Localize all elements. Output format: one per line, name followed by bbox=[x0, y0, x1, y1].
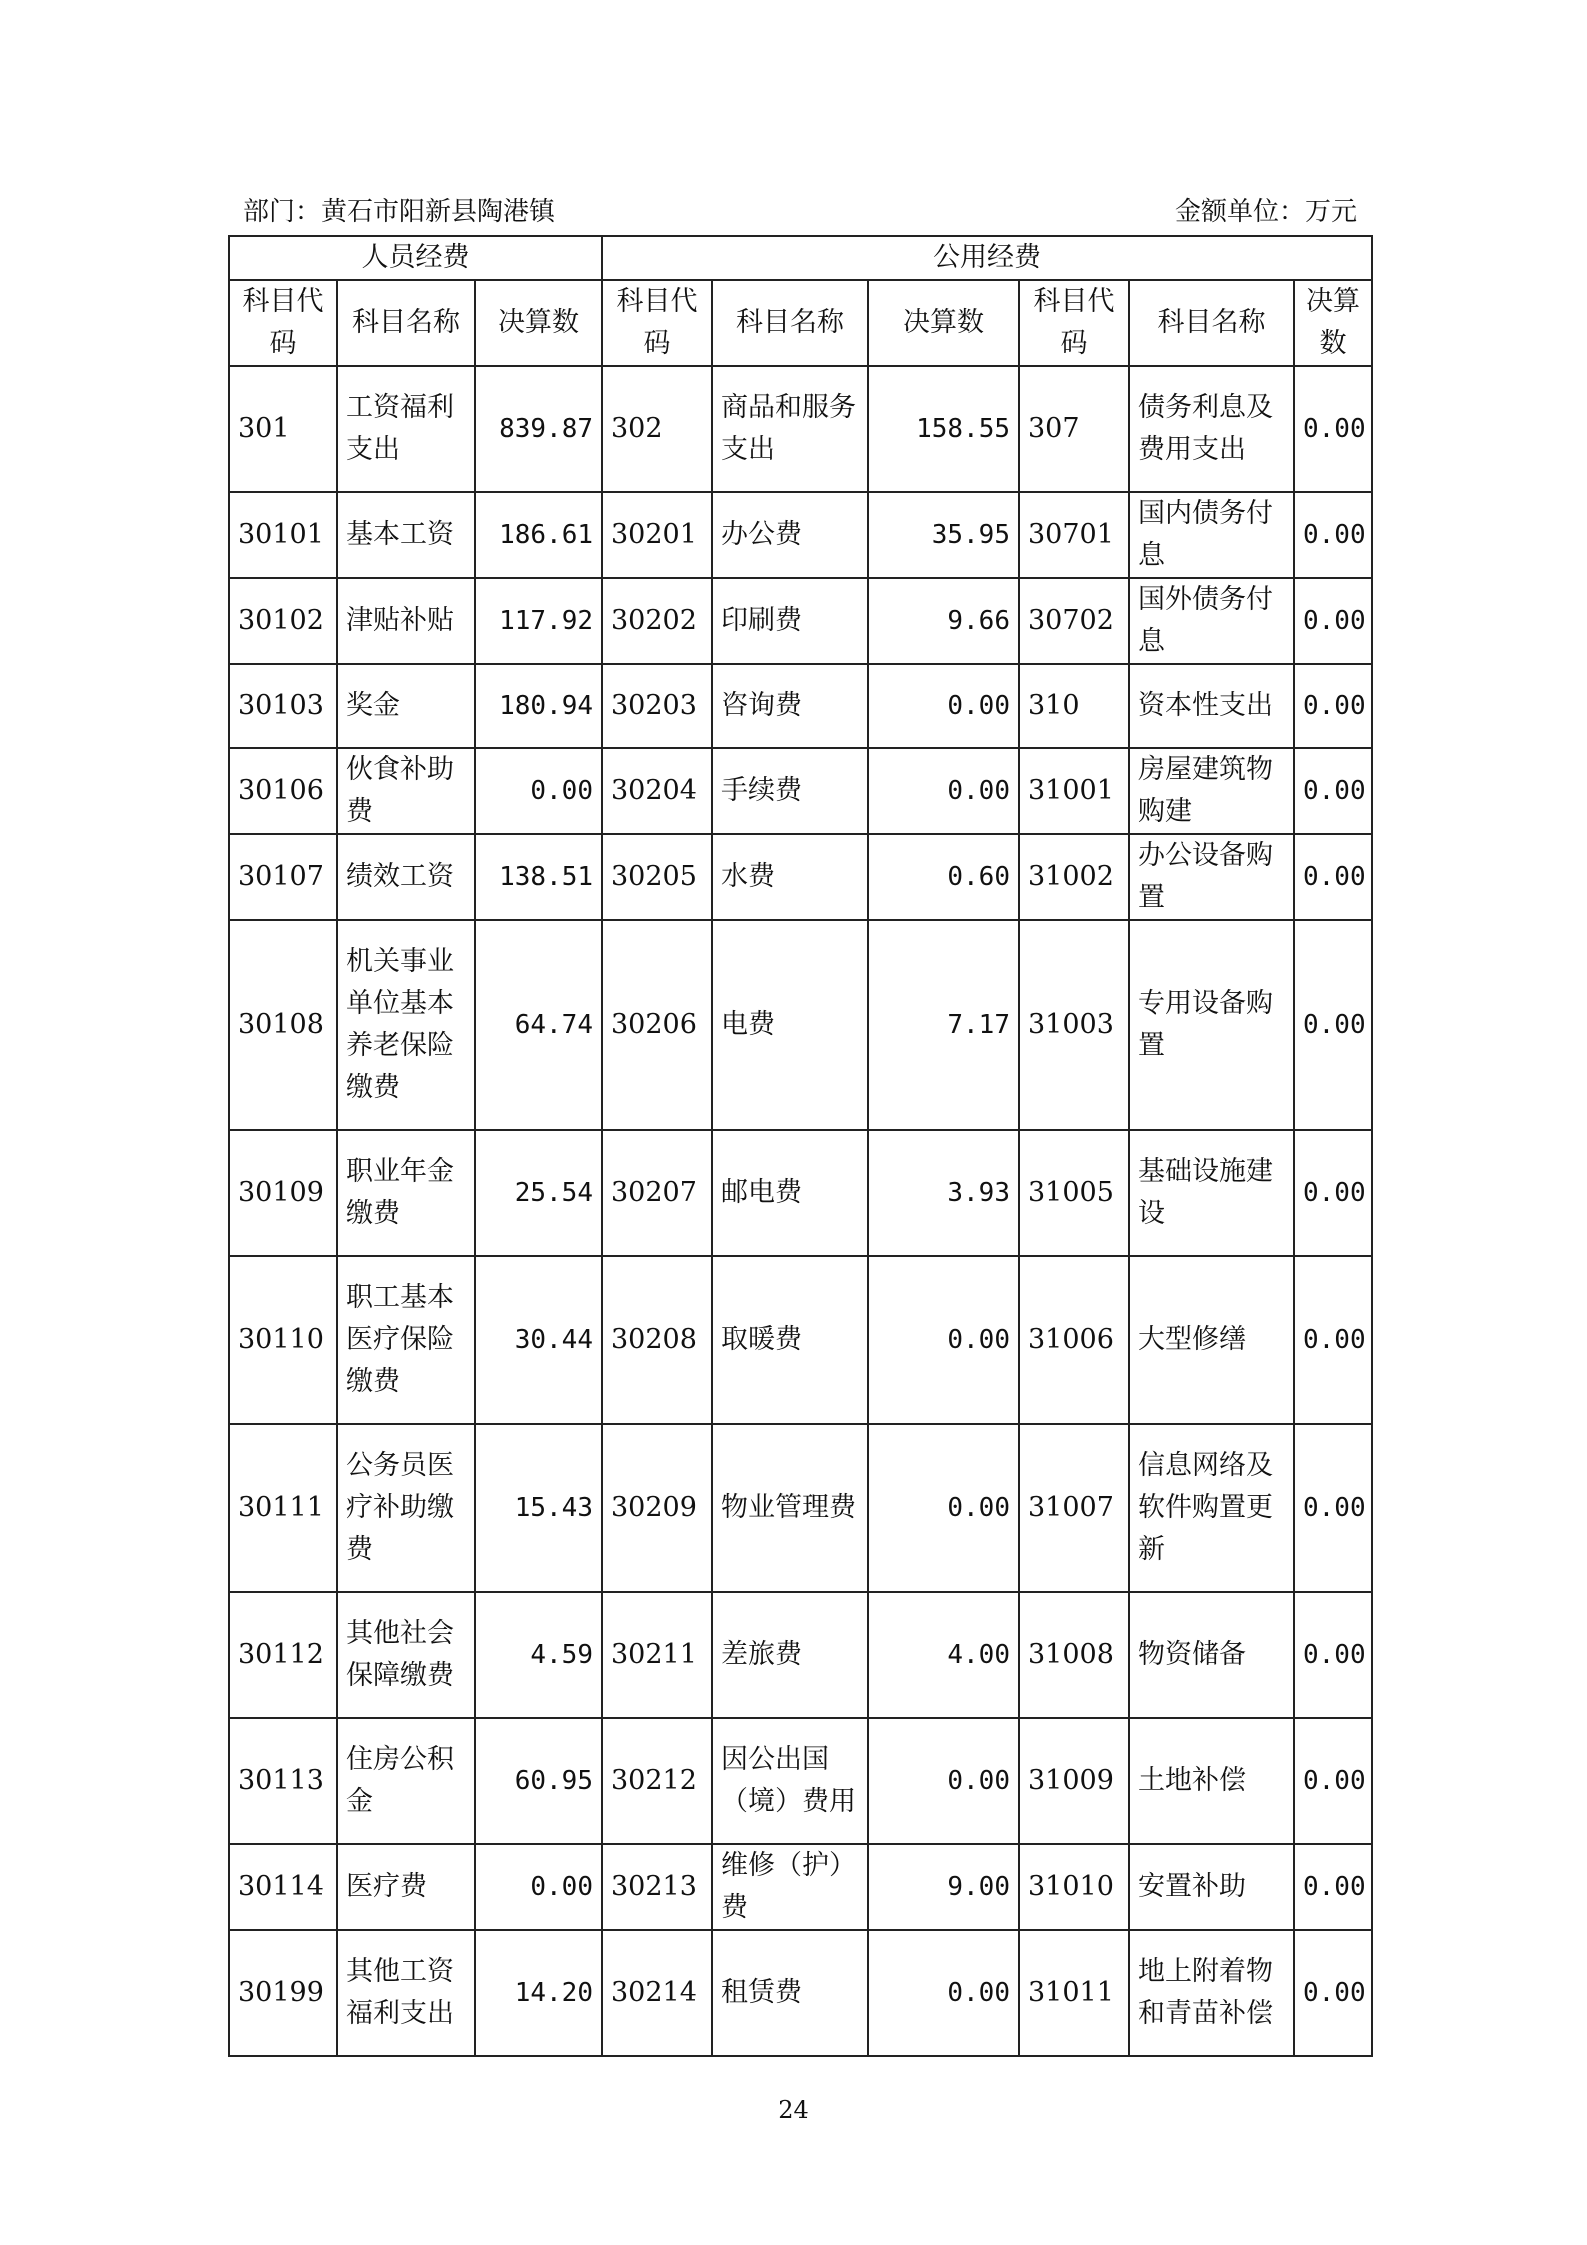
row-name-1: 基本工资 bbox=[337, 492, 475, 578]
row-code-3: 31001 bbox=[1019, 748, 1129, 834]
row-code-1: 30110 bbox=[229, 1256, 337, 1424]
table-row bbox=[229, 1130, 1372, 1256]
row-code-1: 30112 bbox=[229, 1592, 337, 1718]
col-name-1: 科目名称 bbox=[337, 280, 475, 366]
row-code-2: 302 bbox=[602, 366, 712, 492]
row-name-3: 国内债务付息 bbox=[1129, 492, 1294, 578]
row-code-3: 31006 bbox=[1019, 1256, 1129, 1424]
row-amount-3: 0.00 bbox=[1294, 578, 1372, 664]
row-code-3: 307 bbox=[1019, 366, 1129, 492]
row-code-2: 30214 bbox=[602, 1930, 712, 2056]
row-amount-2: 0.00 bbox=[868, 1718, 1019, 1844]
col-name-3: 科目名称 bbox=[1129, 280, 1294, 366]
row-code-1: 30103 bbox=[229, 664, 337, 748]
row-name-3: 房屋建筑物购建 bbox=[1129, 748, 1294, 834]
row-code-3: 30701 bbox=[1019, 492, 1129, 578]
table-row bbox=[229, 492, 1372, 578]
row-amount-1: 60.95 bbox=[475, 1718, 602, 1844]
row-code-1: 301 bbox=[229, 366, 337, 492]
row-code-2: 30206 bbox=[602, 920, 712, 1130]
row-name-1: 医疗费 bbox=[337, 1844, 475, 1930]
row-amount-2: 0.00 bbox=[868, 1256, 1019, 1424]
group-personnel: 人员经费 bbox=[229, 236, 602, 280]
row-amount-3: 0.00 bbox=[1294, 366, 1372, 492]
table-row bbox=[229, 1256, 1372, 1424]
table-row bbox=[229, 1592, 1372, 1718]
row-code-3: 31003 bbox=[1019, 920, 1129, 1130]
row-code-3: 31005 bbox=[1019, 1130, 1129, 1256]
table-row bbox=[229, 1844, 1372, 1930]
row-name-3: 信息网络及软件购置更新 bbox=[1129, 1424, 1294, 1592]
row-amount-2: 9.66 bbox=[868, 578, 1019, 664]
row-name-1: 奖金 bbox=[337, 664, 475, 748]
row-name-1: 津贴补贴 bbox=[337, 578, 475, 664]
row-name-1: 公务员医疗补助缴费 bbox=[337, 1424, 475, 1592]
row-amount-1: 839.87 bbox=[475, 366, 602, 492]
table-row bbox=[229, 1930, 1372, 2056]
row-code-1: 30199 bbox=[229, 1930, 337, 2056]
row-name-1: 工资福利支出 bbox=[337, 366, 475, 492]
row-name-3: 土地补偿 bbox=[1129, 1718, 1294, 1844]
table-row bbox=[229, 920, 1372, 1130]
row-code-1: 30109 bbox=[229, 1130, 337, 1256]
row-code-3: 31011 bbox=[1019, 1930, 1129, 2056]
row-amount-3: 0.00 bbox=[1294, 1718, 1372, 1844]
row-amount-2: 0.60 bbox=[868, 834, 1019, 920]
row-name-2: 手续费 bbox=[712, 748, 868, 834]
row-amount-3: 0.00 bbox=[1294, 748, 1372, 834]
row-name-1: 其他工资福利支出 bbox=[337, 1930, 475, 2056]
row-code-2: 30213 bbox=[602, 1844, 712, 1930]
row-amount-1: 14.20 bbox=[475, 1930, 602, 2056]
row-name-2: 因公出国（境）费用 bbox=[712, 1718, 868, 1844]
row-name-1: 伙食补助费 bbox=[337, 748, 475, 834]
row-amount-2: 0.00 bbox=[868, 1930, 1019, 2056]
page-number: 24 bbox=[778, 2096, 809, 2124]
row-code-3: 30702 bbox=[1019, 578, 1129, 664]
row-amount-1: 15.43 bbox=[475, 1424, 602, 1592]
table-row bbox=[229, 366, 1372, 492]
row-amount-2: 35.95 bbox=[868, 492, 1019, 578]
row-code-3: 31010 bbox=[1019, 1844, 1129, 1930]
row-amount-1: 30.44 bbox=[475, 1256, 602, 1424]
row-name-3: 基础设施建设 bbox=[1129, 1130, 1294, 1256]
row-name-2: 印刷费 bbox=[712, 578, 868, 664]
row-amount-1: 64.74 bbox=[475, 920, 602, 1130]
row-code-2: 30212 bbox=[602, 1718, 712, 1844]
row-name-1: 机关事业单位基本养老保险缴费 bbox=[337, 920, 475, 1130]
expenditure-table bbox=[228, 235, 1373, 2057]
row-amount-3: 0.00 bbox=[1294, 1256, 1372, 1424]
row-amount-3: 0.00 bbox=[1294, 920, 1372, 1130]
row-amount-3: 0.00 bbox=[1294, 1930, 1372, 2056]
row-name-3: 资本性支出 bbox=[1129, 664, 1294, 748]
row-code-3: 31002 bbox=[1019, 834, 1129, 920]
row-code-2: 30202 bbox=[602, 578, 712, 664]
row-amount-2: 9.00 bbox=[868, 1844, 1019, 1930]
row-code-2: 30208 bbox=[602, 1256, 712, 1424]
col-name-2: 科目名称 bbox=[712, 280, 868, 366]
row-code-2: 30209 bbox=[602, 1424, 712, 1592]
row-code-1: 30106 bbox=[229, 748, 337, 834]
row-amount-2: 0.00 bbox=[868, 1424, 1019, 1592]
row-name-2: 邮电费 bbox=[712, 1130, 868, 1256]
row-amount-3: 0.00 bbox=[1294, 664, 1372, 748]
row-amount-2: 0.00 bbox=[868, 748, 1019, 834]
row-amount-1: 4.59 bbox=[475, 1592, 602, 1718]
row-amount-3: 0.00 bbox=[1294, 834, 1372, 920]
row-name-3: 债务利息及费用支出 bbox=[1129, 366, 1294, 492]
row-name-1: 绩效工资 bbox=[337, 834, 475, 920]
row-amount-1: 0.00 bbox=[475, 748, 602, 834]
col-amount-2: 决算数 bbox=[868, 280, 1019, 366]
table-row bbox=[229, 578, 1372, 664]
row-amount-1: 186.61 bbox=[475, 492, 602, 578]
row-name-2: 物业管理费 bbox=[712, 1424, 868, 1592]
table-row bbox=[229, 834, 1372, 920]
row-name-2: 商品和服务支出 bbox=[712, 366, 868, 492]
row-amount-3: 0.00 bbox=[1294, 1130, 1372, 1256]
row-name-2: 办公费 bbox=[712, 492, 868, 578]
row-name-3: 专用设备购置 bbox=[1129, 920, 1294, 1130]
row-code-1: 30107 bbox=[229, 834, 337, 920]
row-code-3: 310 bbox=[1019, 664, 1129, 748]
row-amount-2: 0.00 bbox=[868, 664, 1019, 748]
row-name-1: 职业年金缴费 bbox=[337, 1130, 475, 1256]
row-name-3: 办公设备购置 bbox=[1129, 834, 1294, 920]
row-name-3: 大型修缮 bbox=[1129, 1256, 1294, 1424]
col-amount-3: 决算数 bbox=[1294, 280, 1372, 366]
unit-label: 金额单位：万元 bbox=[1174, 197, 1357, 227]
row-code-2: 30211 bbox=[602, 1592, 712, 1718]
row-amount-1: 25.54 bbox=[475, 1130, 602, 1256]
row-code-1: 30113 bbox=[229, 1718, 337, 1844]
row-name-3: 国外债务付息 bbox=[1129, 578, 1294, 664]
row-amount-3: 0.00 bbox=[1294, 1424, 1372, 1592]
group-public: 公用经费 bbox=[602, 236, 1372, 280]
row-name-2: 咨询费 bbox=[712, 664, 868, 748]
row-amount-1: 0.00 bbox=[475, 1844, 602, 1930]
row-amount-2: 158.55 bbox=[868, 366, 1019, 492]
row-code-1: 30111 bbox=[229, 1424, 337, 1592]
row-name-2: 租赁费 bbox=[712, 1930, 868, 2056]
table-row bbox=[229, 664, 1372, 748]
row-code-1: 30102 bbox=[229, 578, 337, 664]
row-name-2: 取暖费 bbox=[712, 1256, 868, 1424]
table-row bbox=[229, 748, 1372, 834]
row-code-1: 30114 bbox=[229, 1844, 337, 1930]
row-name-2: 电费 bbox=[712, 920, 868, 1130]
row-code-1: 30108 bbox=[229, 920, 337, 1130]
row-code-3: 31009 bbox=[1019, 1718, 1129, 1844]
row-amount-1: 180.94 bbox=[475, 664, 602, 748]
row-code-2: 30203 bbox=[602, 664, 712, 748]
col-code-3: 科目代码 bbox=[1019, 280, 1129, 366]
table-row bbox=[229, 1424, 1372, 1592]
row-code-2: 30204 bbox=[602, 748, 712, 834]
row-amount-1: 117.92 bbox=[475, 578, 602, 664]
row-code-2: 30207 bbox=[602, 1130, 712, 1256]
department-label: 部门：黄石市阳新县陶港镇 bbox=[243, 197, 556, 227]
row-amount-1: 138.51 bbox=[475, 834, 602, 920]
row-code-3: 31007 bbox=[1019, 1424, 1129, 1592]
row-code-2: 30205 bbox=[602, 834, 712, 920]
row-code-3: 31008 bbox=[1019, 1592, 1129, 1718]
row-name-1: 职工基本医疗保险缴费 bbox=[337, 1256, 475, 1424]
row-name-3: 安置补助 bbox=[1129, 1844, 1294, 1930]
row-name-2: 差旅费 bbox=[712, 1592, 868, 1718]
row-name-1: 其他社会保障缴费 bbox=[337, 1592, 475, 1718]
row-code-2: 30201 bbox=[602, 492, 712, 578]
row-name-1: 住房公积金 bbox=[337, 1718, 475, 1844]
row-amount-3: 0.00 bbox=[1294, 1844, 1372, 1930]
col-code-2: 科目代码 bbox=[602, 280, 712, 366]
row-amount-3: 0.00 bbox=[1294, 492, 1372, 578]
col-amount-1: 决算数 bbox=[475, 280, 602, 366]
row-amount-2: 7.17 bbox=[868, 920, 1019, 1130]
row-amount-2: 4.00 bbox=[868, 1592, 1019, 1718]
row-amount-3: 0.00 bbox=[1294, 1592, 1372, 1718]
row-name-3: 物资储备 bbox=[1129, 1592, 1294, 1718]
row-name-3: 地上附着物和青苗补偿 bbox=[1129, 1930, 1294, 2056]
col-code-1: 科目代码 bbox=[229, 280, 337, 366]
row-code-1: 30101 bbox=[229, 492, 337, 578]
row-amount-2: 3.93 bbox=[868, 1130, 1019, 1256]
row-name-2: 维修（护）费 bbox=[712, 1844, 868, 1930]
row-name-2: 水费 bbox=[712, 834, 868, 920]
table-row bbox=[229, 1718, 1372, 1844]
